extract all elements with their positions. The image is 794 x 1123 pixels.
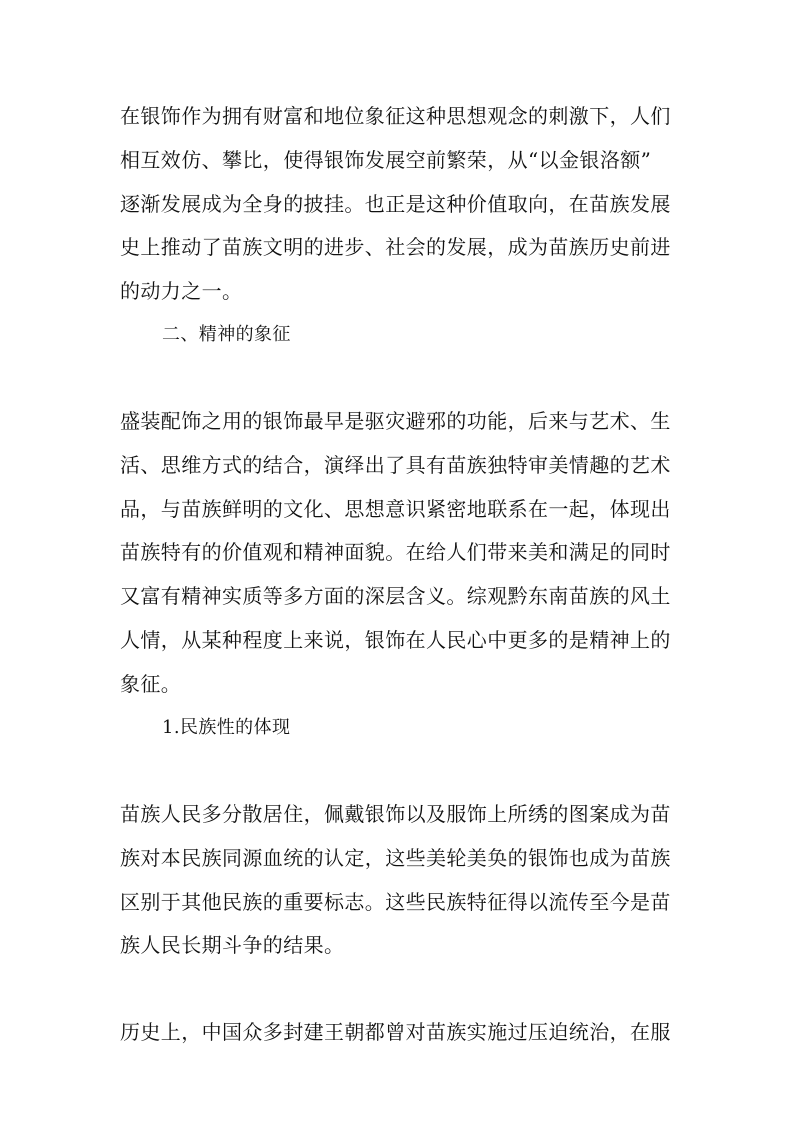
paragraph-line: 相互效仿、攀比，使得银饰发展空前繁荣，从“以金银洛额” — [120, 148, 652, 172]
paragraph-line: 族人民长期斗争的结果。 — [120, 933, 345, 957]
paragraph-line: 品，与苗族鲜明的文化、思想意识紧密地联系在一起，体现出 — [120, 497, 671, 521]
paragraph-line: 盛装配饰之用的银饰最早是驱灾避邪的功能，后来与艺术、生 — [120, 409, 671, 433]
paragraph-line: 的动力之一。 — [120, 279, 243, 303]
paragraph-line: 史上推动了苗族文明的进步、社会的发展，成为苗族历史前进 — [120, 235, 671, 259]
paragraph-line: 族对本民族同源血统的认定，这些美轮美奂的银饰也成为苗族 — [120, 846, 671, 870]
paragraph-line: 历史上，中国众多封建王朝都曾对苗族实施过压迫统治，在服 — [120, 1020, 671, 1044]
paragraph-line: 又富有精神实质等多方面的深层含义。综观黔东南苗族的风土 — [120, 584, 671, 608]
section-heading: 二、精神的象征 — [162, 324, 291, 345]
paragraph-line: 区别于其他民族的重要标志。这些民族特征得以流传至今是苗 — [120, 890, 671, 914]
paragraph-line: 人情，从某种程度上来说，银饰在人民心中更多的是精神上的 — [120, 628, 671, 652]
subsection-heading: 1.民族性的体现 — [162, 717, 291, 738]
paragraph-line: 苗族特有的价值观和精神面貌。在给人们带来美和满足的同时 — [120, 540, 671, 564]
paragraph-line: 象征。 — [120, 672, 182, 696]
paragraph-line: 苗族人民多分散居住，佩戴银饰以及服饰上所绣的图案成为苗 — [120, 802, 671, 826]
paragraph-line: 逐渐发展成为全身的披挂。也正是这种价值取向，在苗族发展 — [120, 192, 671, 216]
paragraph-line: 在银饰作为拥有财富和地位象征这种思想观念的刺激下，人们 — [120, 104, 671, 128]
paragraph-line: 活、思维方式的结合，演绎出了具有苗族独特审美情趣的艺术 — [120, 453, 671, 477]
